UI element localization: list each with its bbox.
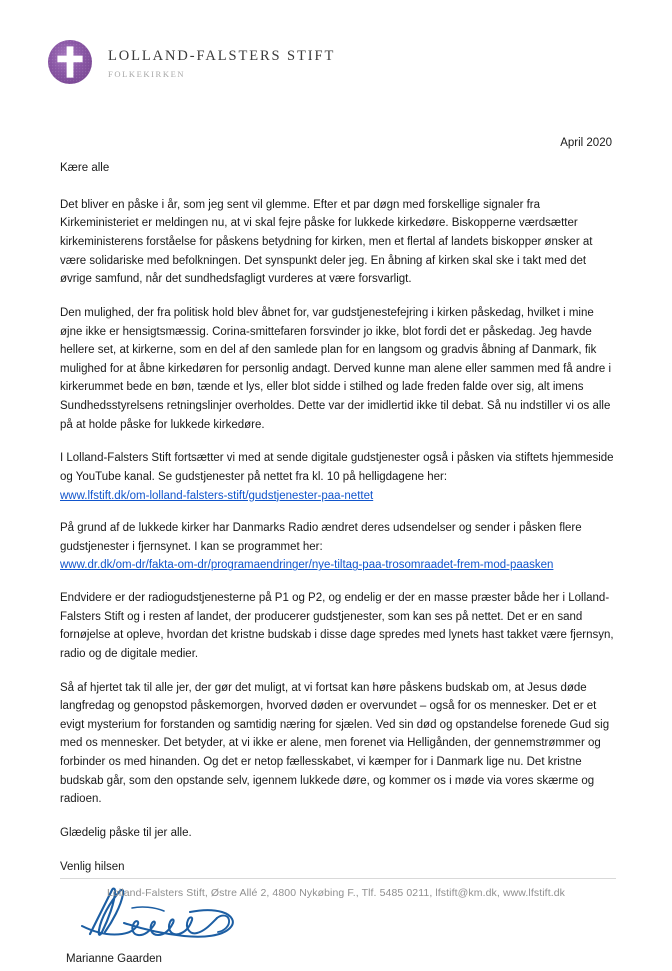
closing-greeting: Glædelig påske til jer alle. xyxy=(60,826,192,839)
paragraph-link-2 xyxy=(60,519,616,575)
link-dr-programaendringer[interactable]: www.dr.dk/om-dr/fakta-om-dr/programaendringer/nye-tiltag-paa-trosomraadet-frem-mod-paasken xyxy=(60,559,554,572)
paragraph-4: Så af hjertet tak til alle jer, der gør det muligt, at vi fortsat kan høre påskens budskab om, at Jesus døde langfredag og genopstod påskemorgen, hvorved døden er overvundet – også for os mennesker. Det er et evigt mysterium for forstanden og samtidig næring for sjælen. Ved sin død og opstandelse forenede Gud sig med os mennesker. Det betyder, at vi ikke er alene, men forenet via Helligånden, der gennemstrømmer og forbinder os med hinanden. Og det er netop fællesskabet, vi kæmper for i Danmark lige nu. Det kristne budskab går, som den opstande selv, igennem lukkede døre, og kommer os i møde via vores skærme og radioen. xyxy=(60,681,610,806)
organization-subtitle: FOLKEKIRKEN xyxy=(108,68,186,79)
letter-body xyxy=(60,160,616,971)
paragraph-link-1 xyxy=(60,449,616,505)
organization-name: LOLLAND-FALSTERS STIFT xyxy=(108,48,336,65)
paragraph-1: Det bliver en påske i år, som jeg sent vil glemme. Efter et par døgn med forskellige signaler fra Kirkeministeriet er meldingen nu, at vi skal fejre påske for lukkede kirkedøre. Biskopperne værdsætter kirkeministerens forståelse for påskens betydning for kirken, men et flertal af landets biskopper ønsker at være solidariske med befolkningen. Det synspunkt deler jeg. En åbning af kirken skal ske i takt med det øvrige samfund, når det sundhedsfagligt vurderes at være forsvarligt. xyxy=(60,198,593,286)
cross-in-circle-emblem xyxy=(46,38,94,86)
footer-contact-info: Lolland-Falsters Stift, Østre Allé 2, 4800 Nykøbing F., Tlf. 5485 0211, lfstift@km.dk, www.lfstift.dk xyxy=(106,887,566,899)
brand-text xyxy=(108,45,335,79)
letter-date: April 2020 xyxy=(560,137,612,149)
paragraph-3: Endvidere er der radiogudstjenesterne på P1 og P2, og endelig er der en masse præster både her i Lolland-Falsters Stift og i resten af landet, der producerer gudstjenester, som kan ses på nettet. Det er en sand fornøjelse at opleve, hvordan det kristne budskab i disse dage spredes med lynets hast takket være fjernsyn, radio og de digitale medier. xyxy=(60,592,614,660)
signoff: Venlig hilsen xyxy=(60,860,125,873)
paragraph-link-1-text: I Lolland-Falsters Stift fortsætter vi med at sende digitale gudstjenester også i påsken via stiftets hjemmeside og YouTube kanal. Se gudstjenester på nettet fra kl. 10 på helligdagene her: xyxy=(60,452,614,483)
letterhead xyxy=(46,38,335,86)
paragraph-2: Den mulighed, der fra politisk hold blev åbnet for, var gudstjenestefejring i kirken påskedag, hvilket i mine øjne ikke er hensigtsmæssig. Corina-smittefaren forsvinder jo ikke, blot fordi det er påskedag. Jeg havde hellere set, at kirkerne, som en del af den samlede plan for en langsom og gradvis åbning af Danmark, fik mulighed for at åbne kirkedøren for personlig andagt. Derved kunne man alene eller sammen med få andre i kirkerummet bede en bøn, tænde et lys, eller blot sidde i stilhed og lade freden falde over sig, alt imens Sundhedsstyrelsens retningslinjer overholdes. Dette var der imidlertid ikke til debat. Så nu indstiller vi os alle på at holde påske for lukkede kirkedøre. xyxy=(60,306,612,431)
footer-divider xyxy=(60,878,616,879)
link-lfstift-gudstjenester[interactable]: www.lfstift.dk/om-lolland-falsters-stift/gudstjenester-paa-nettet xyxy=(60,489,374,502)
salutation: Kære alle xyxy=(60,162,110,174)
paragraph-link-2-text: På grund af de lukkede kirker har Danmarks Radio ændret deres udsendelser og sender i påsken flere gudstjenester i fjernsynet. I kan se programmet her: xyxy=(60,522,582,553)
signer-name: Marianne Gaarden xyxy=(66,953,162,966)
